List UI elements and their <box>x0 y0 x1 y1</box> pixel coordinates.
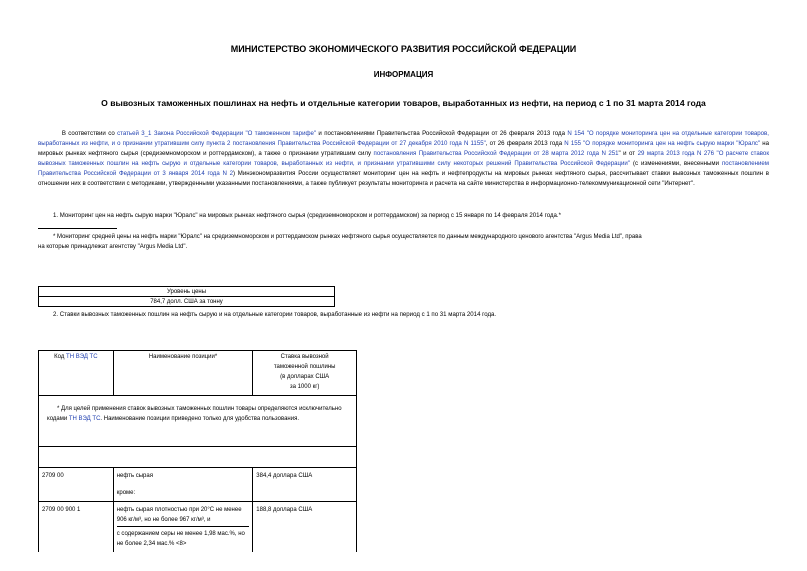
row-code: 2709 00 <box>39 468 114 502</box>
footnote-separator <box>38 228 117 229</box>
duty-table <box>38 350 357 552</box>
tnved-header-link[interactable]: ТН ВЭД ТС <box>66 354 98 360</box>
row-name-line: нефть сырая <box>116 473 153 479</box>
intro-text-5: " и от <box>618 150 638 157</box>
duty-table-note <box>39 396 357 447</box>
intro-text-4: на мировых рынках нефтяного сырья (средиземноморском и роттердамском), а также о признании утратившим силу <box>38 140 769 157</box>
note-text-a: * Для целей применения ставок вывозных таможенных пошлин товары определяются исключительно кодами <box>47 406 342 422</box>
intro-text-7: ) Минэкономразвития России осуществляет мониторинг цен на нефть и нефтепродукты на мировых рынках нефтяного сырья, рассчитывает ставки вывозных таможенных пошлин в отношении них в соответствии с методиками, утвержденными указанными постановлениями, а также публикует результаты мониторинга и расчета на сайте министерства в информационно-телекоммуникационной сети "Интернет". <box>38 170 769 187</box>
footnote-line-1: * Мониторинг средней цены на нефть марки "Юралс" на средиземноморском и роттердамском рынках нефтяного сырья осуществляется по данным международного ценового агентства "Argus Media Ltd", права <box>53 234 642 240</box>
row-name <box>113 502 253 553</box>
decree-154-link[interactable]: N 154 "О порядке мониторинга цен на отдельные категории товаров, выработанных из нефти, и о признании утратившим силу пункта 2 постановления Правительства Российской Федерации от 27 декабря 2010 года N 1155" <box>38 130 769 147</box>
info-heading: ИНФОРМАЦИЯ <box>373 70 434 79</box>
decree-276-link[interactable]: 29 марта 2013 года N 276 "О расчете ставок вывозных таможенных пошлин на нефть сырую и отдельные категории товаров, выработанных из нефти, и признании утратившими силу некоторых решений Правительства Российской Федерации" <box>38 150 769 167</box>
decree-155-link[interactable]: N 155 "О порядке мониторинга цен на нефть сырую марки "Юралс" <box>564 140 761 147</box>
row-code: 2709 00 900 1 <box>39 502 114 553</box>
footnote-line-2: на которые принадлежат агентству "Argus Media Ltd". <box>38 244 188 250</box>
intro-text-2: и постановлениями Правительства Российской Федерации от 26 февраля 2013 года <box>316 130 568 137</box>
code-header-text: Код <box>54 354 67 360</box>
duty-table-note-row <box>39 396 357 447</box>
row-rate: 384,4 доллара США <box>253 468 357 502</box>
code-column-header <box>39 351 114 396</box>
law-link[interactable]: статьей 3_1 Закона Российской Федерации "О таможенном тарифе" <box>117 130 317 137</box>
row-name-line: кроме: <box>116 490 136 496</box>
intro-paragraph <box>38 129 769 189</box>
intro-text-6: (с изменениями, внесенными <box>629 160 722 167</box>
rate-header-line-1: Ставка вывозной <box>280 354 329 360</box>
row-name-line: нефть сырая плотностью при 20°С не менее 906 кг/м³, но не более 967 кг/м³, и <box>116 507 242 523</box>
decree-2-link[interactable]: постановлением Правительства Российской Федерации от 3 января 2014 года N 2 <box>38 160 769 177</box>
table-row <box>39 502 357 553</box>
tnved-note-link[interactable]: ТН ВЭД ТС <box>68 416 101 422</box>
rate-header-line-2: таможенной пошлины <box>273 364 336 370</box>
intro-text-1: В соответствии со <box>61 130 118 137</box>
price-table-header: Уровень цены <box>39 287 335 297</box>
price-table-value: 784,7 долл. США за тонну <box>39 297 335 307</box>
point-2-text: 2. Ставки вывозных таможенных пошлин на нефть сырую и на отдельные категории товаров, выработанные из нефти на период с 1 по 31 марта 2014 года. <box>53 311 497 318</box>
row-name-line: с содержанием серы не менее 1,98 мас.%, но не более 2,34 мас.% <8> <box>117 526 250 549</box>
duty-table-header-row <box>39 351 357 396</box>
price-table <box>38 286 335 307</box>
table-row <box>39 468 357 502</box>
name-column-header: Наименование позиции* <box>113 351 253 396</box>
row-rate: 188,8 доллара США <box>253 502 357 553</box>
duty-table-spacer <box>39 447 357 468</box>
rate-header-line-3: (в долларах США <box>280 374 330 380</box>
rate-header-line-4: за 1000 кг) <box>289 384 320 390</box>
footnote <box>38 232 769 252</box>
decree-251-link[interactable]: постановления Правительства Российской Федерации от 28 марта 2012 года N 251 <box>373 150 619 157</box>
rate-column-header <box>253 351 357 396</box>
intro-text-3: , от 26 февраля 2013 года <box>485 140 565 147</box>
ministry-heading: МИНИСТЕРСТВО ЭКОНОМИЧЕСКОГО РАЗВИТИЯ РОССИЙСКОЙ ФЕДЕРАЦИИ <box>230 44 577 54</box>
point-1-text: 1. Мониторинг цен на нефть сырую марки "Юралс" на мировых рынках нефтяного сырья (средиземноморском и роттердамском) за период с 15 января по 14 февраля 2014 года.* <box>53 212 561 219</box>
document-title: О вывозных таможенных пошлинах на нефть и отдельные категории товаров, выработанных из нефти, на период с 1 по 31 марта 2014 года <box>101 98 706 108</box>
note-text-b: . Наименование позиции приведено только для удобства пользования. <box>100 416 299 422</box>
row-name <box>113 468 253 502</box>
